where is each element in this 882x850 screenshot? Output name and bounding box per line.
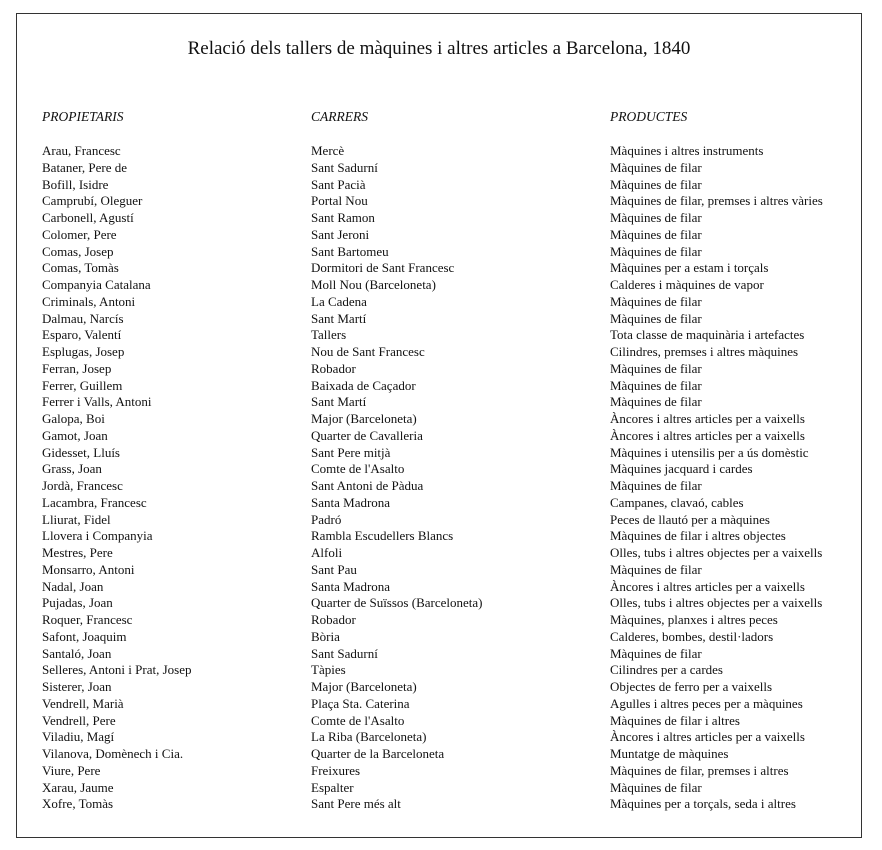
propietari-cell: Safont, Joaquim bbox=[42, 628, 127, 644]
propietari-cell: Vendrell, Pere bbox=[42, 712, 116, 728]
producte-cell: Màquines de filar bbox=[610, 360, 702, 376]
propietari-cell: Ferran, Josep bbox=[42, 360, 112, 376]
propietari-cell: Jordà, Francesc bbox=[42, 478, 123, 493]
producte-cell: Calderes, bombes, destil·ladors bbox=[610, 628, 774, 644]
carrer-cell: Quarter de Cavalleria bbox=[311, 427, 423, 443]
carrer-cell: Comte de l'Asalto bbox=[311, 712, 405, 728]
carrer-cell: Alfoli bbox=[311, 545, 343, 560]
carrer-cell: Robador bbox=[311, 612, 356, 627]
carrer-cell: Robador bbox=[311, 360, 356, 376]
carrer-cell: Sant Pere mitjà bbox=[311, 444, 391, 460]
carrer-cell: Sant Antoni de Pàdua bbox=[311, 478, 424, 493]
producte-cell: Campanes, clavaó, cables bbox=[610, 494, 744, 510]
propietari-cell: Viladiu, Magí bbox=[42, 729, 115, 745]
column-body-carrers bbox=[311, 143, 482, 813]
propietari-cell: Selleres, Antoni i Prat, Josep bbox=[42, 662, 192, 678]
propietari-cell: Nadal, Joan bbox=[42, 578, 104, 594]
column-carrers bbox=[311, 109, 482, 813]
propietari-cell: Lacambra, Francesc bbox=[42, 494, 147, 510]
propietari-cell: Roquer, Francesc bbox=[42, 612, 133, 627]
propietari-cell: Dalmau, Narcís bbox=[42, 310, 124, 326]
column-body-productes bbox=[610, 143, 823, 813]
producte-cell: Màquines de filar bbox=[610, 478, 702, 493]
carrer-cell: Portal Nou bbox=[311, 193, 368, 209]
carrer-cell: Sant Pere més alt bbox=[311, 796, 401, 812]
column-productes bbox=[610, 109, 823, 813]
propietari-cell: Esparo, Valentí bbox=[42, 327, 122, 343]
producte-cell: Màquines de filar bbox=[610, 394, 702, 410]
column-header-productes: PRODUCTES bbox=[610, 109, 688, 124]
producte-cell: Màquines de filar bbox=[610, 779, 702, 795]
producte-cell: Àncores i altres articles per a vaixells bbox=[610, 578, 805, 594]
carrer-cell: Quarter de la Barceloneta bbox=[311, 746, 445, 761]
producte-cell: Cilindres, premses i altres màquines bbox=[610, 344, 799, 359]
producte-cell: Màquines de filar i altres objectes bbox=[610, 528, 786, 544]
carrer-cell: Comte de l'Asalto bbox=[311, 461, 405, 477]
producte-cell: Màquines, planxes i altres peces bbox=[610, 612, 778, 627]
carrer-cell: Tallers bbox=[311, 327, 347, 343]
producte-cell: Màquines jacquard i cardes bbox=[610, 461, 753, 477]
propietari-cell: Comas, Tomàs bbox=[42, 260, 119, 276]
propietari-cell: Ferrer, Guillem bbox=[42, 377, 123, 393]
producte-cell: Màquines de filar bbox=[610, 310, 702, 326]
propietari-cell: Companyia Catalana bbox=[42, 277, 151, 292]
producte-cell: Màquines de filar bbox=[610, 176, 702, 192]
carrer-cell: Sant Pau bbox=[311, 561, 357, 577]
column-body-propietaris bbox=[42, 143, 192, 813]
propietari-cell: Viure, Pere bbox=[42, 762, 101, 778]
propietari-cell: Pujadas, Joan bbox=[42, 595, 113, 611]
producte-cell: Màquines de filar bbox=[610, 159, 702, 175]
propietari-cell: Xofre, Tomàs bbox=[42, 796, 114, 812]
carrer-cell: La Riba (Barceloneta) bbox=[311, 729, 427, 745]
carrer-cell: Espalter bbox=[311, 779, 354, 795]
producte-cell: Cilindres per a cardes bbox=[610, 662, 723, 678]
propietari-cell: Galopa, Boi bbox=[42, 411, 105, 426]
propietari-cell: Gamot, Joan bbox=[42, 427, 108, 443]
propietari-cell: Sisterer, Joan bbox=[42, 679, 112, 694]
producte-cell: Olles, tubs i altres objectes per a vaixells bbox=[610, 595, 823, 611]
producte-cell: Àncores i altres articles per a vaixells bbox=[610, 411, 805, 426]
producte-cell: Màquines i altres instruments bbox=[610, 143, 764, 158]
propietari-cell: Llovera i Companyia bbox=[42, 528, 153, 544]
carrer-cell: Sant Jeroni bbox=[311, 226, 370, 242]
carrer-cell: Tàpies bbox=[311, 662, 346, 678]
producte-cell: Màquines de filar bbox=[610, 645, 702, 661]
propietari-cell: Criminals, Antoni bbox=[42, 293, 136, 309]
propietari-cell: Ferrer i Valls, Antoni bbox=[42, 394, 152, 410]
carrer-cell: Mercè bbox=[311, 143, 345, 158]
carrer-cell: Nou de Sant Francesc bbox=[311, 344, 425, 359]
producte-cell: Àncores i altres articles per a vaixells bbox=[610, 427, 805, 443]
carrer-cell: Padró bbox=[311, 511, 342, 527]
carrer-cell: Rambla Escudellers Blancs bbox=[311, 528, 454, 544]
propietari-cell: Vendrell, Marià bbox=[42, 695, 124, 711]
carrer-cell: Freixures bbox=[311, 762, 361, 778]
producte-cell: Àncores i altres articles per a vaixells bbox=[610, 729, 805, 745]
producte-cell: Peces de llautó per a màquines bbox=[610, 511, 770, 527]
carrer-cell: Moll Nou (Barceloneta) bbox=[311, 277, 436, 292]
propietari-cell: Carbonell, Agustí bbox=[42, 210, 134, 225]
propietari-cell: Bofill, Isidre bbox=[42, 176, 109, 192]
producte-cell: Màquines i utensilis per a ús domèstic bbox=[610, 444, 809, 460]
carrer-cell: Sant Ramon bbox=[311, 210, 375, 225]
producte-cell: Màquines per a estam i torçals bbox=[610, 260, 769, 276]
propietari-cell: Grass, Joan bbox=[42, 461, 102, 477]
carrer-cell: Plaça Sta. Caterina bbox=[311, 695, 410, 711]
producte-cell: Màquines de filar bbox=[610, 561, 702, 577]
column-propietaris bbox=[42, 109, 192, 813]
propietari-cell: Esplugas, Josep bbox=[42, 344, 125, 359]
producte-cell: Màquines de filar, premses i altres vàries bbox=[610, 193, 823, 209]
propietari-cell: Monsarro, Antoni bbox=[42, 561, 135, 577]
carrer-cell: Santa Madrona bbox=[311, 578, 391, 594]
producte-cell: Màquines de filar bbox=[610, 243, 702, 259]
carrer-cell: Major (Barceloneta) bbox=[311, 679, 417, 694]
producte-cell: Màquines de filar bbox=[610, 210, 702, 225]
propietari-cell: Bataner, Pere de bbox=[42, 159, 128, 175]
producte-cell: Màquines de filar bbox=[610, 377, 702, 393]
propietari-cell: Lliurat, Fidel bbox=[42, 511, 111, 527]
column-header-carrers: CARRERS bbox=[311, 109, 368, 124]
propietari-cell: Arau, Francesc bbox=[42, 143, 121, 158]
propietari-cell: Comas, Josep bbox=[42, 243, 114, 259]
carrer-cell: Baixada de Caçador bbox=[311, 377, 416, 393]
propietari-cell: Colomer, Pere bbox=[42, 226, 117, 242]
propietari-cell: Santaló, Joan bbox=[42, 645, 112, 661]
producte-cell: Màquines per a torçals, seda i altres bbox=[610, 796, 796, 812]
carrer-cell: La Cadena bbox=[311, 293, 367, 309]
carrer-cell: Santa Madrona bbox=[311, 494, 391, 510]
producte-cell: Calderes i màquines de vapor bbox=[610, 277, 764, 292]
carrer-cell: Sant Martí bbox=[311, 310, 367, 326]
producte-cell: Màquines de filar i altres bbox=[610, 712, 740, 728]
producte-cell: Màquines de filar, premses i altres bbox=[610, 762, 789, 778]
propietari-cell: Xarau, Jaume bbox=[42, 779, 114, 795]
document-frame bbox=[16, 13, 862, 838]
producte-cell: Olles, tubs i altres objectes per a vaixells bbox=[610, 545, 823, 560]
producte-cell: Muntatge de màquines bbox=[610, 746, 729, 761]
carrer-cell: Sant Sadurní bbox=[311, 645, 378, 661]
carrer-cell: Bòria bbox=[311, 628, 340, 644]
document-title: Relació dels tallers de màquines i altres articles a Barcelona, 1840 bbox=[187, 38, 691, 59]
carrer-cell: Sant Martí bbox=[311, 394, 367, 410]
propietari-cell: Vilanova, Domènech i Cia. bbox=[42, 746, 184, 761]
carrer-cell: Major (Barceloneta) bbox=[311, 411, 417, 426]
producte-cell: Màquines de filar bbox=[610, 226, 702, 242]
propietari-cell: Mestres, Pere bbox=[42, 545, 113, 560]
propietari-cell: Camprubí, Oleguer bbox=[42, 193, 143, 209]
carrer-cell: Dormitori de Sant Francesc bbox=[311, 260, 455, 276]
column-header-propietaris: PROPIETARIS bbox=[42, 109, 124, 124]
carrer-cell: Sant Sadurní bbox=[311, 159, 378, 175]
carrer-cell: Sant Bartomeu bbox=[311, 243, 389, 259]
carrer-cell: Sant Pacià bbox=[311, 176, 366, 192]
producte-cell: Màquines de filar bbox=[610, 293, 702, 309]
propietari-cell: Gidesset, Lluís bbox=[42, 444, 120, 460]
producte-cell: Objectes de ferro per a vaixells bbox=[610, 679, 773, 694]
producte-cell: Agulles i altres peces per a màquines bbox=[610, 695, 803, 711]
producte-cell: Tota classe de maquinària i artefactes bbox=[610, 327, 805, 343]
carrer-cell: Quarter de Suïssos (Barceloneta) bbox=[311, 595, 483, 611]
